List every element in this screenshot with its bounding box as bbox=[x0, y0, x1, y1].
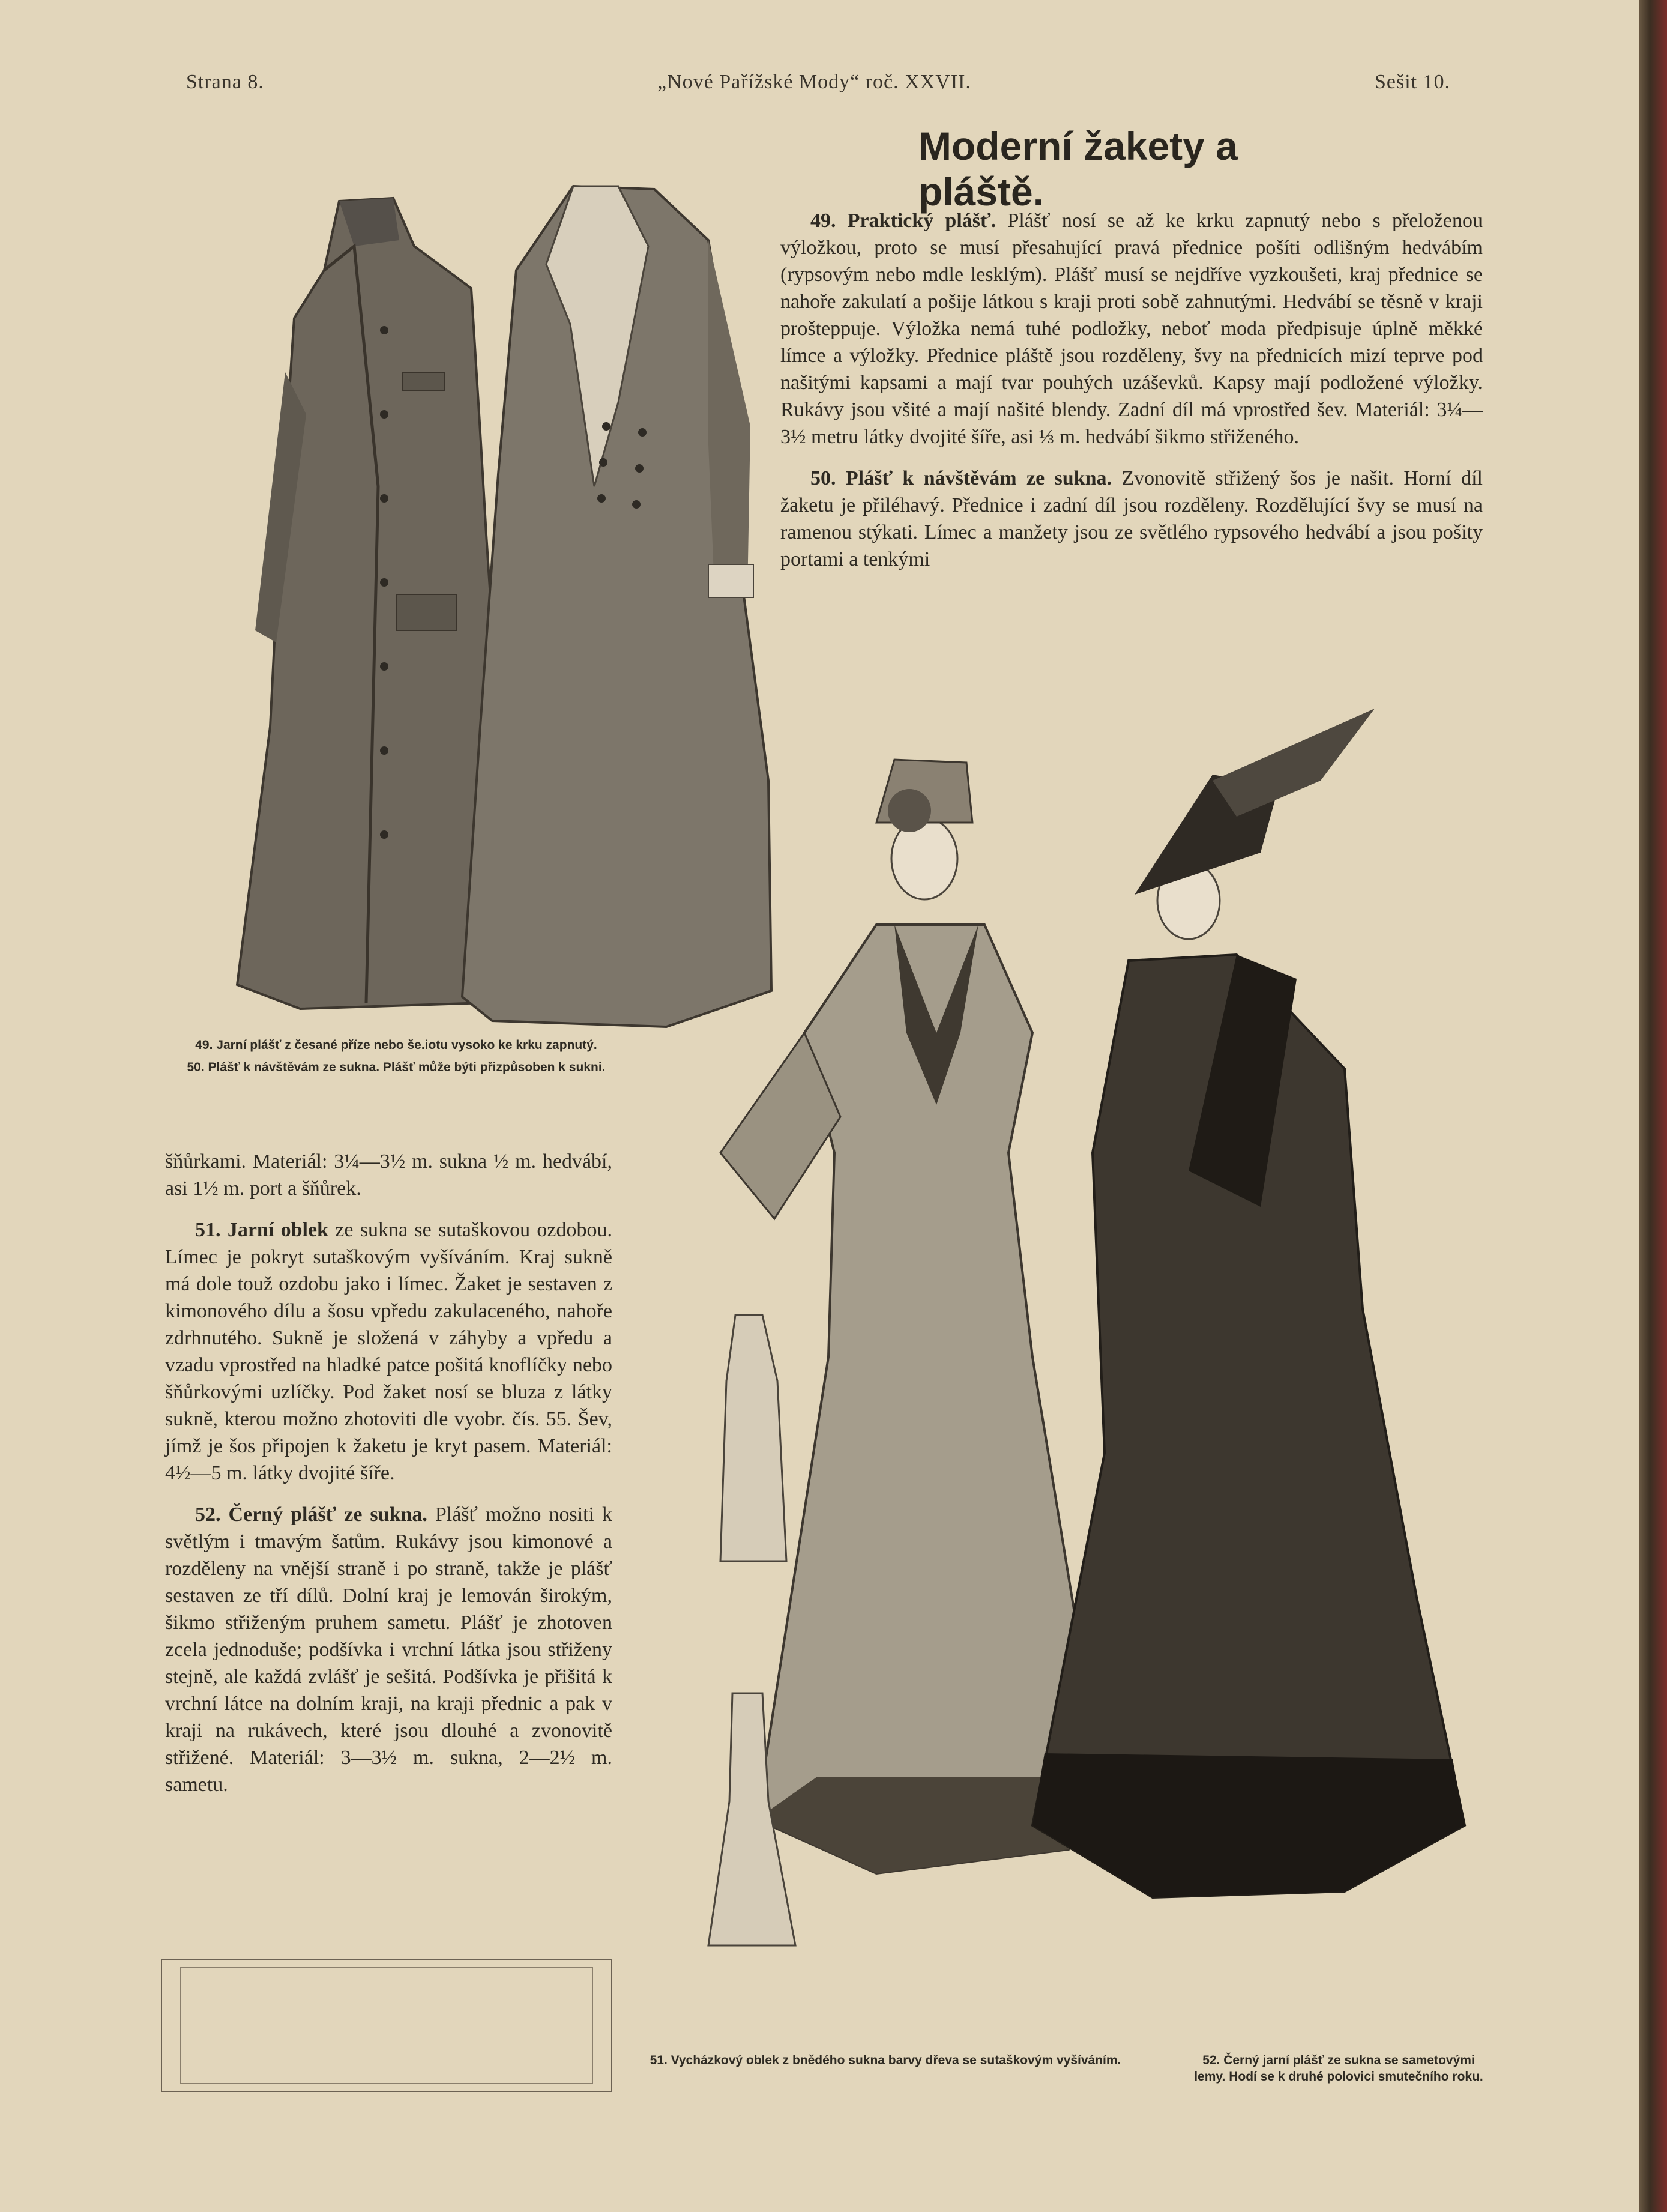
illustration-outfits-51-52 bbox=[696, 697, 1495, 2035]
captions-49-50 bbox=[159, 1037, 633, 1081]
paragraph-50-heading: 50. Plášť k návštěvám ze sukna. bbox=[810, 467, 1112, 489]
page-title: Moderní žakety a pláště. bbox=[918, 124, 1238, 214]
issue-number: Sešit 10. bbox=[1375, 71, 1451, 93]
coat-49-breast-pocket bbox=[402, 372, 444, 390]
paragraph-50 bbox=[780, 465, 1483, 573]
page-number: Strana 8. bbox=[186, 71, 264, 93]
paragraph-49-text: Plášť nosí se až ke krku zapnutý nebo s přeloženou výložkou, proto se musí přesahující pravá přednice pošíti odlišným hedvábím (rypsovým nebo mdle lesklým). Plášť musí se nejdříve vyzkoušeti, kraj přednice se nahoře zakulatí a pošije látkou s kraji proti sobě zahnutými. Hedvábí se těsně v kraji prošteppuje. Výložka nemá tuhé podložky, neboť moda předpisuje úplně měkké límce a výložky. Přednice pláště jsou rozděleny, švy na přednicích mizí teprve pod našitými kapsami a mají tvar pouhých uzáševků. Kapsy mají podložené výložky. Rukávy jsou všité a mají našité blendy. Zadní díl má vprostřed šev. Materiál: 3¼—3½ metru látky dvojité šíře, asi ⅓ m. hedvábí šikmo střiženého. bbox=[780, 210, 1483, 448]
caption-51: 51. Vycházkový oblek z bnědého sukna barvy dřeva se sutaškovým vyšíváním. bbox=[650, 2053, 1121, 2067]
caption-50: 50. Plášť k návštěvám ze sukna. Plášť může býti přizpůsoben k sukni. bbox=[187, 1060, 606, 1074]
caption-52: 52. Černý jarní plášť ze sukna se sametovými lemy. Hodí se k druhé polovici smutečního roku. bbox=[1194, 2053, 1483, 2084]
caption-49: 49. Jarní plášť z česané příze nebo še.iotu vysoko ke krku zapnutý. bbox=[195, 1038, 597, 1052]
paragraph-50-continuation: šňůrkami. Materiál: 3¼—3½ m. sukna ½ m. hedvábí, asi 1½ m. port a šňůrek. bbox=[165, 1150, 612, 1200]
paragraph-52-heading: 52. Černý plášť ze sukna. bbox=[195, 1503, 427, 1526]
sketch-back-view-52 bbox=[720, 1315, 786, 1561]
paragraph-50-text: Zvonovitě střižený šos je našit. Horní díl žaketu je přiléhavý. Přednice i zadní díl jsou rozděleny. Rozdělující švy se musí na ramenou stýkati. Límec a manžety jsou ze světlého rypsového hedvábí a jsou pošity portami a tenkými bbox=[780, 467, 1483, 570]
paragraph-52 bbox=[165, 1501, 612, 1798]
magazine-title: „Nové Pařížské Mody“ roč. XXVII. bbox=[657, 71, 971, 93]
woman-52-velvet-hem bbox=[1032, 1753, 1465, 1897]
coat-50-silk-cuff bbox=[708, 564, 753, 597]
paragraph-51-text: ze sukna se sutaškovou ozdobou. Límec je pokryt sutaškovým vyšíváním. Kraj sukně má dole touž ozdobu jako i límec. Žaket je sestaven z kimonového dílu a šosu vpředu zakulaceného, nahoře zdrhnutého. Sukně je složená v záhyby a vpředu a vzadu vprostřed na hladké patce pošitá knoflíčky nebo šňůrkovými uzlíčky. Pod žaket nosí se bluza z látky sukně, kterou možno zhotoviti dle vyobr. čís. 55. Šev, jímž je šos připojen k žaketu je kryt pasem. Materiál: 4½—5 m. látky dvojité šíře. bbox=[165, 1219, 612, 1484]
paragraph-49-heading: 49. Praktický plášť. bbox=[810, 210, 996, 232]
book-binding-edge bbox=[1639, 0, 1667, 2212]
paragraph-51-heading: 51. Jarní oblek bbox=[195, 1219, 328, 1241]
text-column-left bbox=[165, 1148, 612, 1813]
paragraph-52-text: Plášť možno nositi k světlým i tmavým šatům. Rukávy jsou kimonové a rozděleny na vnější straně i po straně, takže je plášť sestaven ze tří dílů. Dolní kraj je lemován širokým, šikmo střiženým pruhem sametu. Plášť je zhotoven zcela jednoduše; podšívka i vrchní látka jsou střiženy stejně, ale každá zvlášť je sešitá. Podšívka je přišitá k vrchní látce na dolním kraji, na kraji přednic a pak v kraji na rukávech, které jsou dlouhé a zvonovitě střižené. Materiál: 3—3½ m. sukna, 2—2½ m. sametu. bbox=[165, 1503, 613, 1796]
library-stamp-box bbox=[161, 1959, 612, 2092]
coat-49-hip-pocket bbox=[396, 594, 456, 630]
paragraph-51 bbox=[165, 1216, 612, 1487]
library-stamp-inner bbox=[180, 1967, 593, 2084]
woman-51-hat-rose bbox=[888, 789, 931, 832]
text-column-right bbox=[780, 207, 1483, 587]
paragraph-49 bbox=[780, 207, 1483, 450]
woman-52-feather bbox=[1213, 709, 1375, 817]
coat-50-sleeve bbox=[708, 240, 750, 594]
